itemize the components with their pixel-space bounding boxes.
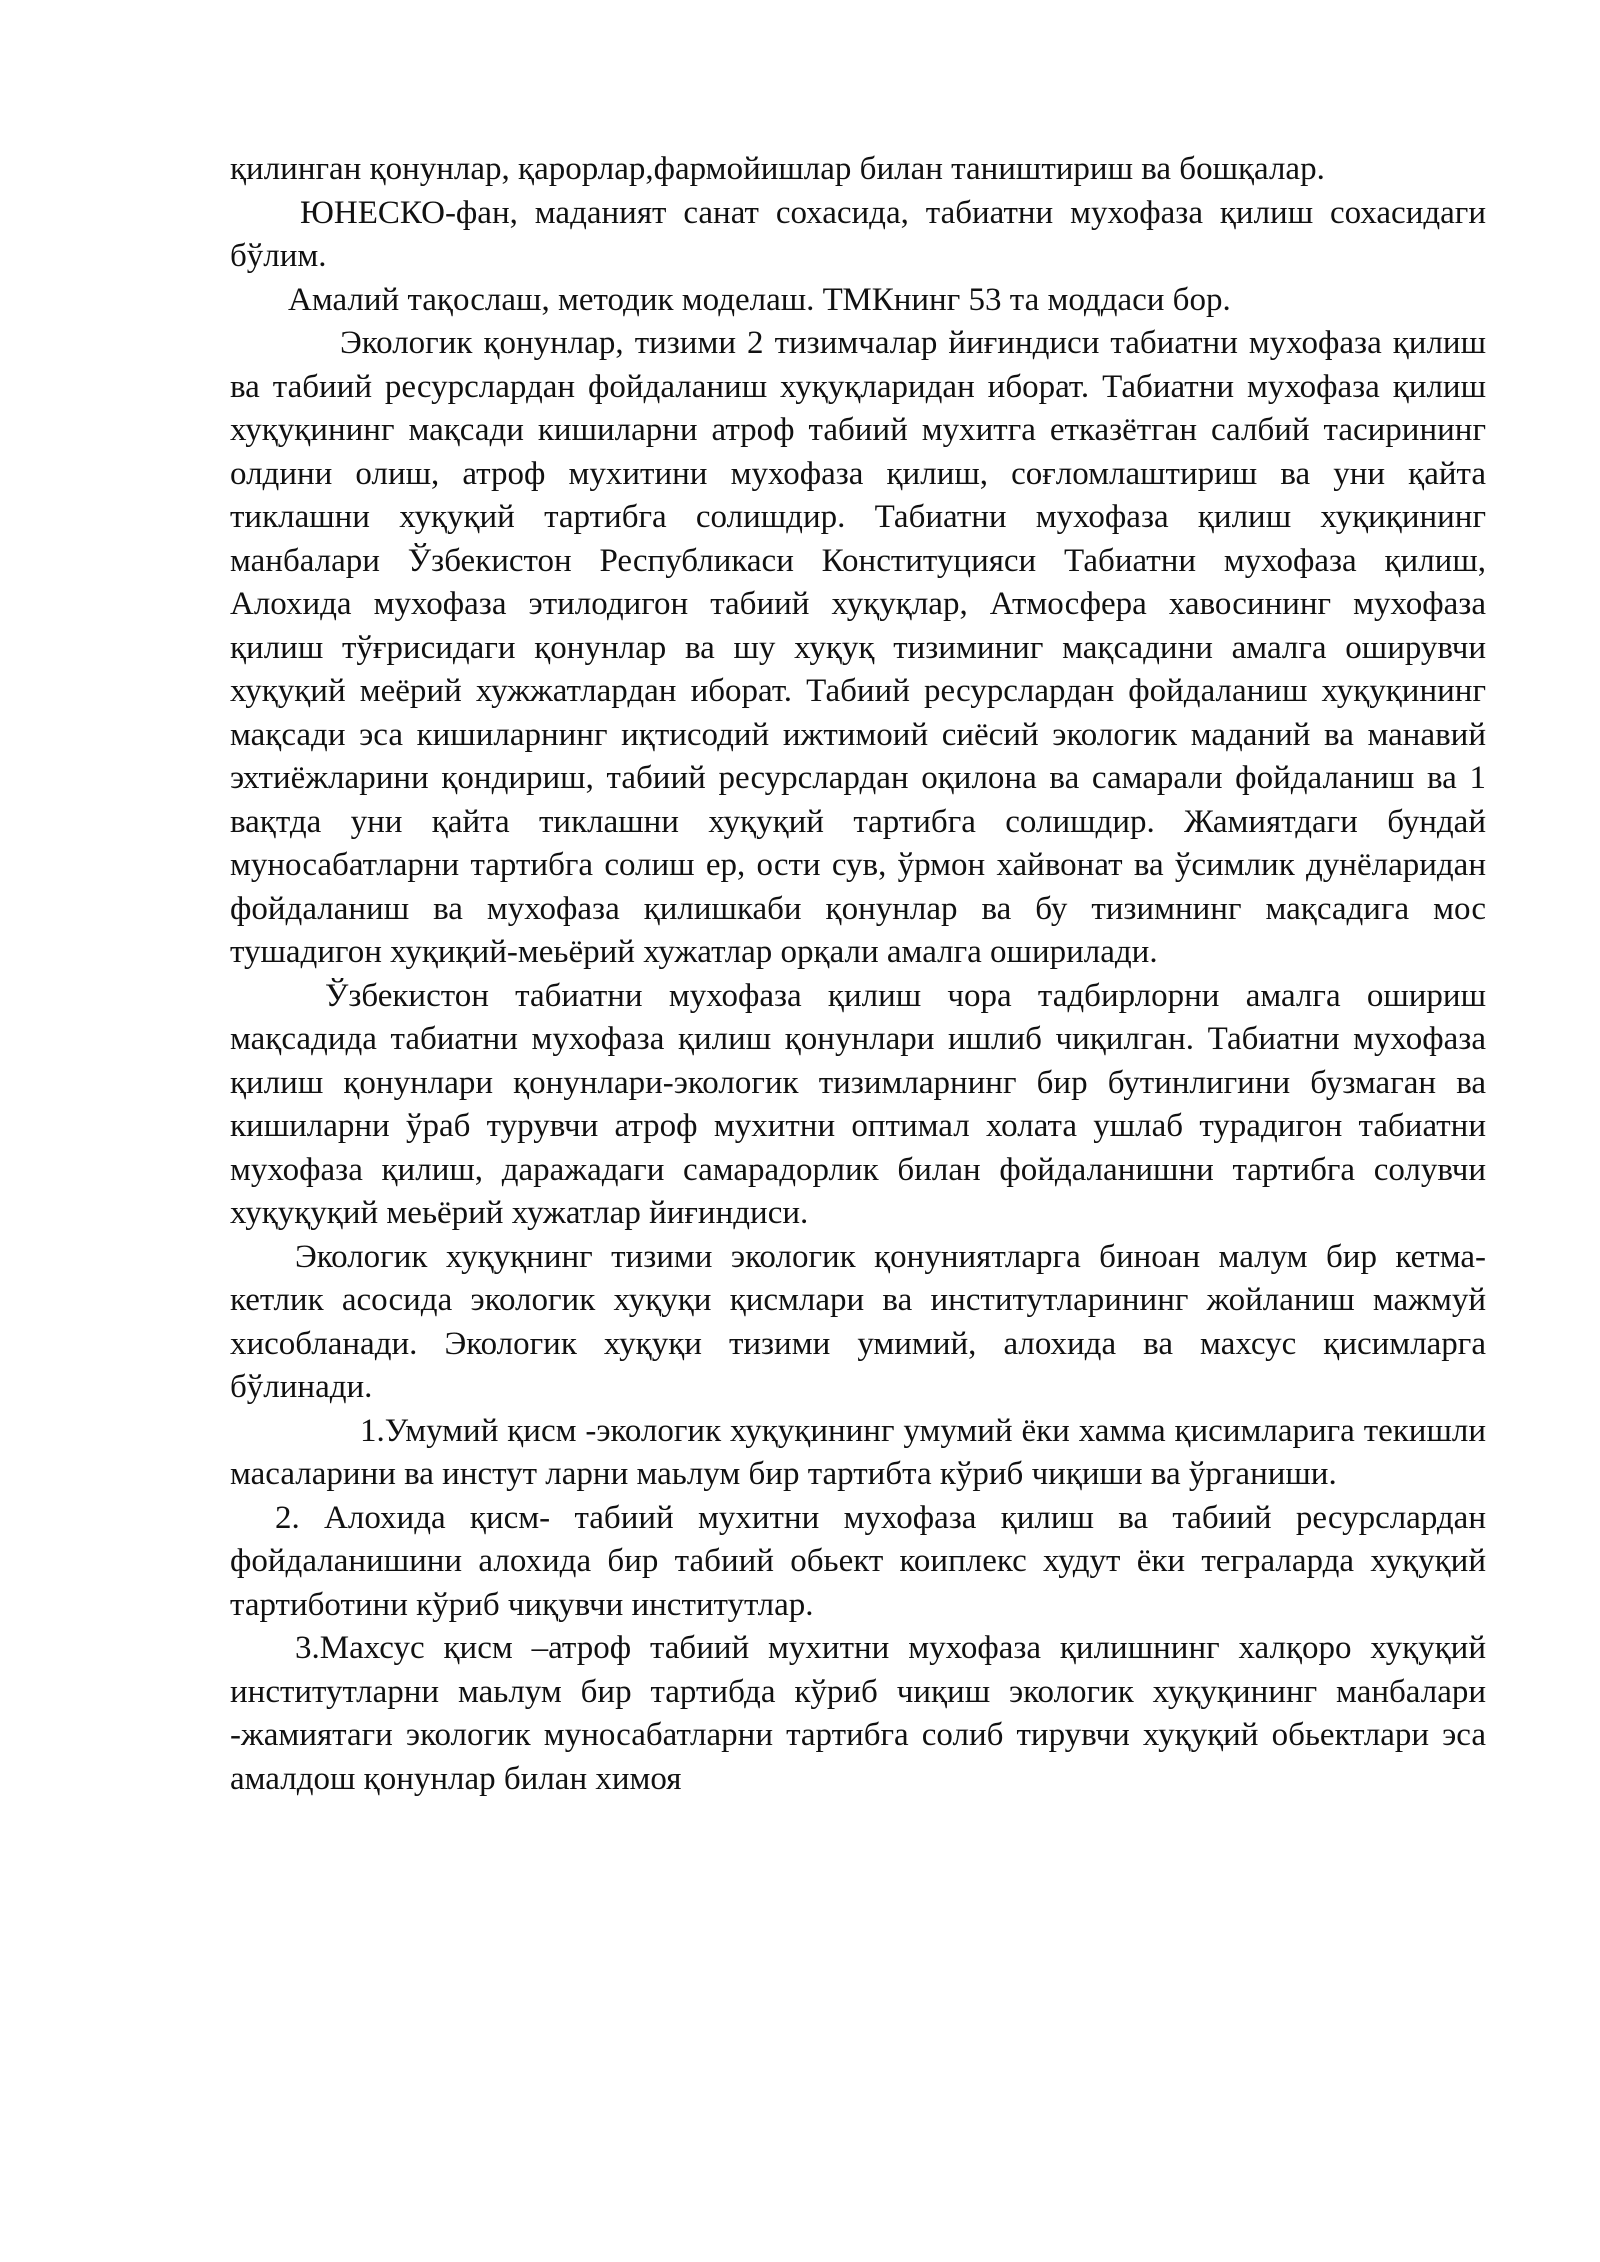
paragraph-4: Экологик қонунлар, тизими 2 тизимчалар йиғиндиси табиатни мухофаза қилиш ва табиий ресурслардан фойдаланиш хуқуқларидан иборат. Табиатни мухофаза қилиш хуқуқининг мақсади кишиларни атроф табиий мухитга етказётган салбий тасирининг олдини олиш, атроф мухитини мухофаза қилиш, соғломлаштириш ва уни қайта тиклашни хуқуқий тартибга солишдир. Табиатни мухофаза қилиш хуқиқининг манбалари Ўзбекистон Республикаси Конституцияси Табиатни мухофаза қилиш, Алохида мухофаза этилодигон табиий хуқуқлар, Атмосфера хавосининг мухофаза қилиш тўғрисидаги қонунлар ва шу хуқуқ тизиминиг мақсадини амалга оширувчи хуқуқий меёрий хужжатлардан иборат. Табиий ресурслардан фойдаланиш хуқуқининг мақсади эса кишиларнинг иқтисодий ижтимоий сиёсий экологик маданий ва манавий эхтиёжларини қондириш, табиий ресурслардан оқилона ва самарали фойдаланиш ва 1 вақтда уни қайта тиклашни хуқуқий тартибга солишдир. Жамиятдаги бундай муносабатларни тартибга солиш ер, ости сув, ўрмон хайвонат ва ўсимлик дунёларидан фойдаланиш ва мухофаза қилишкаби қонунлар ва бу тизимнинг мақсадига мос тушадигон хуқиқий-меьёрий хужатлар орқали амалга оширилади. <box>230 325 1486 970</box>
paragraph-5: Ўзбекистон табиатни мухофаза қилиш чора тадбирлорни амалга ошириш мақсадида табиатни мухофаза қилиш қонунлари ишлиб чиқилган. Табиатни мухофаза қилиш қонунлари қонунлари-экологик тизимларнинг бир бутинлигини бузмаган ва кишиларни ўраб турувчи атроф мухитни оптимал холата ушлаб турадигон табиатни мухофаза қилиш, даражадаги самарадорлик билан фойдаланишни тартибга солувчи хуқуқуқий меьёрий хужатлар йиғиндиси. <box>230 977 1486 1231</box>
paragraph-9: 3.Махсус қисм –атроф табиий мухитни мухофаза қилишнинг халқоро хуқуқий институтларни маьлум бир тартибда кўриб чиқиш экологик хуқуқининг манбалари -жамиятаги экологик муносабатларни тартибга солиб тирувчи хуқуқий обьектлари эса амалдош қонунлар билан химоя <box>230 1630 1486 1797</box>
paragraph-1: қилинган қонунлар, қарорлар,фармойишлар билан таништириш ва бошқалар. <box>230 151 1325 187</box>
paragraph-8: 2. Алохида қисм- табиий мухитни мухофаза қилиш ва табиий ресурслардан фойдаланишини алохида бир табиий обьект коиплекс худут ёки теграларда хуқуқий тартиботини кўриб чиқувчи институтлар. <box>230 1499 1486 1623</box>
document-page <box>230 148 1486 1801</box>
paragraph-7: 1.Умумий қисм -экологик хуқуқининг умумий ёки хамма қисимларига текишли масаларини ва инстут ларни маьлум бир тартибта кўриб чиқиши ва ўрганиши. <box>230 1412 1486 1492</box>
paragraph-2: ЮНЕСКО-фан, маданият санат сохасида, табиатни мухофаза қилиш сохасидаги бўлим. <box>230 194 1486 274</box>
paragraph-6: Экологик хуқуқнинг тизими экологик қонуниятларга биноан малум бир кетма-кетлик асосида экологик хуқуқи қисмлари ва институтларининг жойланиш мажмуй хисобланади. Экологик хуқуқи тизими умимий, алохида ва махсус қисимларга бўлинади. <box>230 1238 1486 1405</box>
paragraph-3: Амалий тақослаш, методик моделаш. ТМКнинг 53 та моддаси бор. <box>288 281 1231 318</box>
